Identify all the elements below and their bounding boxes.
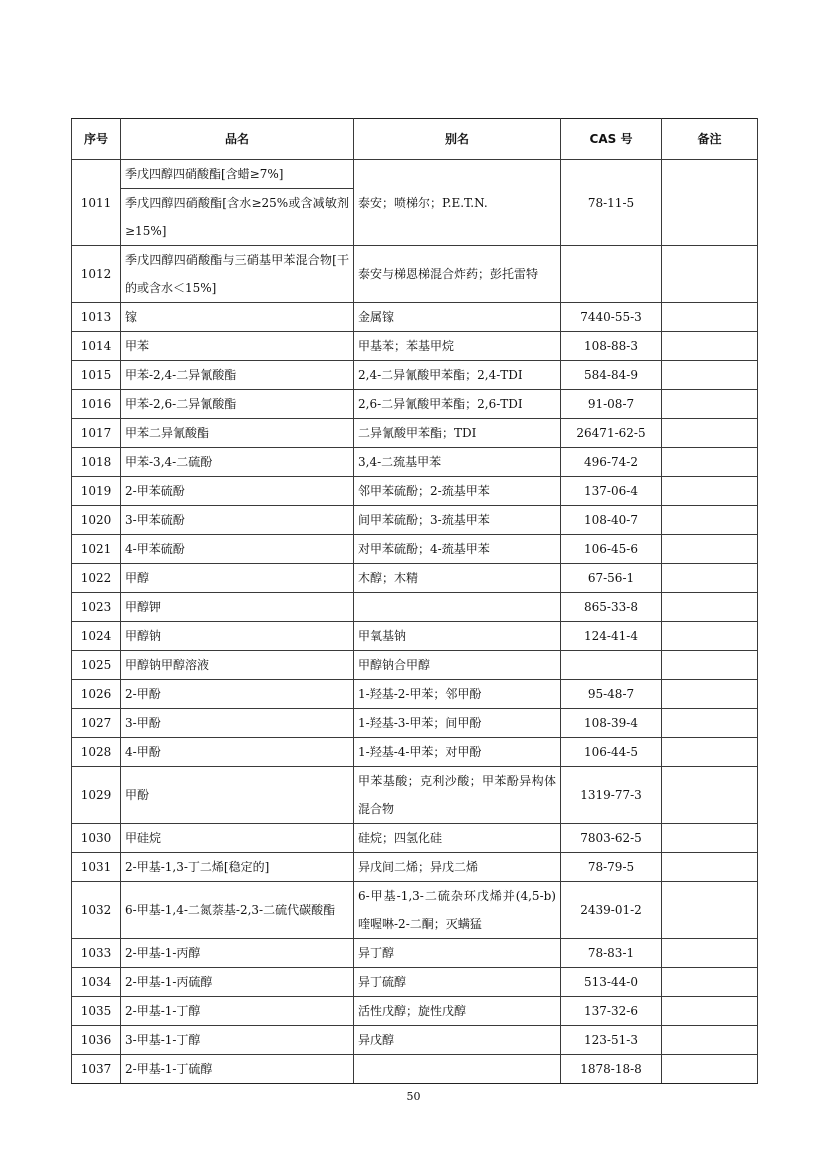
row-alias: 泰安；喷梯尔；P.E.T.N. [354, 160, 561, 246]
header-seq: 序号 [72, 119, 121, 160]
row-name: 2-甲基-1,3-丁二烯[稳定的] [121, 853, 354, 882]
row-seq: 1013 [72, 303, 121, 332]
header-alias: 别名 [354, 119, 561, 160]
row-cas: 123-51-3 [561, 1026, 662, 1055]
row-cas: 95-48-7 [561, 680, 662, 709]
table-row [72, 361, 758, 390]
row-seq: 1029 [72, 767, 121, 824]
row-seq: 1019 [72, 477, 121, 506]
row-alias: 甲苯基酸；克利沙酸；甲苯酚异构体混合物 [354, 767, 561, 824]
table-row [72, 853, 758, 882]
row-name: 甲苯二异氰酸酯 [121, 419, 354, 448]
row-alias: 二异氰酸甲苯酯；TDI [354, 419, 561, 448]
row-note [662, 477, 758, 506]
row-name: 4-甲苯硫酚 [121, 535, 354, 564]
row-alias [354, 593, 561, 622]
row-alias: 木醇；木精 [354, 564, 561, 593]
row-note [662, 246, 758, 303]
row-cas: 108-88-3 [561, 332, 662, 361]
row-seq: 1036 [72, 1026, 121, 1055]
row-note [662, 997, 758, 1026]
row-seq: 1026 [72, 680, 121, 709]
row-note [662, 651, 758, 680]
row-cas: 108-40-7 [561, 506, 662, 535]
table-row [72, 564, 758, 593]
row-name: 甲醇钠甲醇溶液 [121, 651, 354, 680]
row-seq: 1030 [72, 824, 121, 853]
row-seq: 1037 [72, 1055, 121, 1084]
row-cas: 78-79-5 [561, 853, 662, 882]
row-name: 3-甲酚 [121, 709, 354, 738]
row-note [662, 160, 758, 246]
header-cas: CAS 号 [561, 119, 662, 160]
row-note [662, 332, 758, 361]
row-name: 甲醇钾 [121, 593, 354, 622]
row-note [662, 303, 758, 332]
row-note [662, 419, 758, 448]
row-seq: 1015 [72, 361, 121, 390]
row-seq: 1028 [72, 738, 121, 767]
page-number: 50 [406, 1090, 421, 1103]
row-alias: 金属镓 [354, 303, 561, 332]
table-row [72, 1055, 758, 1084]
row-cas: 106-44-5 [561, 738, 662, 767]
row-alias: 甲基苯；苯基甲烷 [354, 332, 561, 361]
row-alias: 异丁硫醇 [354, 968, 561, 997]
row-note [662, 593, 758, 622]
table-body [72, 160, 758, 1084]
row-cas: 124-41-4 [561, 622, 662, 651]
row-name: 季戊四醇四硝酸酯[含蜡≥7%] [121, 160, 354, 189]
row-name: 6-甲基-1,4-二氮萘基-2,3-二硫代碳酸酯 [121, 882, 354, 939]
row-alias: 1-羟基-3-甲苯；间甲酚 [354, 709, 561, 738]
row-name: 甲硅烷 [121, 824, 354, 853]
row-alias: 2,6-二异氰酸甲苯酯；2,6-TDI [354, 390, 561, 419]
row-alias: 对甲苯硫酚；4-巯基甲苯 [354, 535, 561, 564]
header-note: 备注 [662, 119, 758, 160]
row-alias: 2,4-二异氰酸甲苯酯；2,4-TDI [354, 361, 561, 390]
row-name: 甲苯-3,4-二硫酚 [121, 448, 354, 477]
table-row [72, 419, 758, 448]
row-name: 甲苯-2,6-二异氰酸酯 [121, 390, 354, 419]
row-alias: 6-甲基-1,3-二硫杂环戊烯并(4,5-b)喹喔啉-2-二酮；灭螨猛 [354, 882, 561, 939]
row-cas: 1319-77-3 [561, 767, 662, 824]
row-name: 3-甲苯硫酚 [121, 506, 354, 535]
row-note [662, 767, 758, 824]
row-note [662, 506, 758, 535]
table-row [72, 246, 758, 303]
row-seq: 1011 [72, 160, 121, 246]
table-row [72, 448, 758, 477]
table-row [72, 738, 758, 767]
table-row [72, 1026, 758, 1055]
row-seq: 1027 [72, 709, 121, 738]
row-alias: 3,4-二巯基甲苯 [354, 448, 561, 477]
row-cas [561, 651, 662, 680]
row-name: 2-甲基-1-丁醇 [121, 997, 354, 1026]
row-cas: 26471-62-5 [561, 419, 662, 448]
row-alias: 异戊醇 [354, 1026, 561, 1055]
table-row [72, 939, 758, 968]
row-cas: 513-44-0 [561, 968, 662, 997]
table-row [72, 767, 758, 824]
row-seq: 1024 [72, 622, 121, 651]
table-row [72, 535, 758, 564]
row-alias: 硅烷；四氢化硅 [354, 824, 561, 853]
row-cas: 78-83-1 [561, 939, 662, 968]
row-name: 甲醇钠 [121, 622, 354, 651]
table-header-row [72, 119, 758, 160]
table-row [72, 622, 758, 651]
table-row [72, 160, 758, 189]
row-cas: 67-56-1 [561, 564, 662, 593]
table-row [72, 332, 758, 361]
row-alias: 异丁醇 [354, 939, 561, 968]
row-note [662, 824, 758, 853]
row-seq: 1017 [72, 419, 121, 448]
row-alias: 甲氧基钠 [354, 622, 561, 651]
row-cas: 584-84-9 [561, 361, 662, 390]
row-name: 季戊四醇四硝酸酯与三硝基甲苯混合物[干的或含水＜15%] [121, 246, 354, 303]
row-note [662, 1026, 758, 1055]
row-cas: 865-33-8 [561, 593, 662, 622]
row-seq: 1034 [72, 968, 121, 997]
table-row [72, 390, 758, 419]
row-seq: 1025 [72, 651, 121, 680]
row-note [662, 709, 758, 738]
row-cas: 1878-18-8 [561, 1055, 662, 1084]
table-row [72, 997, 758, 1026]
row-note [662, 853, 758, 882]
row-note [662, 1055, 758, 1084]
row-seq: 1022 [72, 564, 121, 593]
row-note [662, 564, 758, 593]
row-seq: 1012 [72, 246, 121, 303]
row-note [662, 390, 758, 419]
row-seq: 1016 [72, 390, 121, 419]
row-note [662, 361, 758, 390]
row-name: 季戊四醇四硝酸酯[含水≥25%或含减敏剂≥15%] [121, 189, 354, 246]
row-alias: 异戊间二烯；异戊二烯 [354, 853, 561, 882]
row-name: 4-甲酚 [121, 738, 354, 767]
row-alias: 1-羟基-2-甲苯；邻甲酚 [354, 680, 561, 709]
table-row [72, 709, 758, 738]
row-cas: 78-11-5 [561, 160, 662, 246]
row-name: 甲醇 [121, 564, 354, 593]
table-row [72, 506, 758, 535]
row-alias: 1-羟基-4-甲苯；对甲酚 [354, 738, 561, 767]
row-note [662, 680, 758, 709]
row-alias [354, 1055, 561, 1084]
row-seq: 1018 [72, 448, 121, 477]
row-seq: 1035 [72, 997, 121, 1026]
row-seq: 1021 [72, 535, 121, 564]
row-alias: 间甲苯硫酚；3-巯基甲苯 [354, 506, 561, 535]
row-cas: 137-06-4 [561, 477, 662, 506]
row-name: 2-甲苯硫酚 [121, 477, 354, 506]
row-alias: 甲醇钠合甲醇 [354, 651, 561, 680]
row-cas: 7803-62-5 [561, 824, 662, 853]
row-cas: 137-32-6 [561, 997, 662, 1026]
row-seq: 1032 [72, 882, 121, 939]
row-seq: 1020 [72, 506, 121, 535]
row-cas: 108-39-4 [561, 709, 662, 738]
row-name: 甲苯 [121, 332, 354, 361]
row-alias: 活性戊醇；旋性戊醇 [354, 997, 561, 1026]
row-note [662, 882, 758, 939]
row-seq: 1031 [72, 853, 121, 882]
table-row [72, 477, 758, 506]
row-cas: 7440-55-3 [561, 303, 662, 332]
row-note [662, 738, 758, 767]
row-note [662, 968, 758, 997]
row-name: 镓 [121, 303, 354, 332]
row-note [662, 535, 758, 564]
row-seq: 1014 [72, 332, 121, 361]
row-note [662, 939, 758, 968]
table-row [72, 824, 758, 853]
table-row [72, 968, 758, 997]
table-row [72, 882, 758, 939]
row-alias: 泰安与梯恩梯混合炸药；彭托雷特 [354, 246, 561, 303]
table-row [72, 680, 758, 709]
row-note [662, 622, 758, 651]
row-name: 甲苯-2,4-二异氰酸酯 [121, 361, 354, 390]
chemical-table [71, 118, 758, 1084]
row-note [662, 448, 758, 477]
row-name: 2-甲基-1-丙醇 [121, 939, 354, 968]
row-cas: 496-74-2 [561, 448, 662, 477]
row-seq: 1033 [72, 939, 121, 968]
row-name: 2-甲酚 [121, 680, 354, 709]
row-seq: 1023 [72, 593, 121, 622]
row-name: 2-甲基-1-丙硫醇 [121, 968, 354, 997]
row-alias: 邻甲苯硫酚；2-巯基甲苯 [354, 477, 561, 506]
row-cas [561, 246, 662, 303]
row-name: 3-甲基-1-丁醇 [121, 1026, 354, 1055]
table-row [72, 593, 758, 622]
row-cas: 106-45-6 [561, 535, 662, 564]
header-name: 品名 [121, 119, 354, 160]
row-cas: 91-08-7 [561, 390, 662, 419]
row-cas: 2439-01-2 [561, 882, 662, 939]
table-row [72, 303, 758, 332]
row-name: 2-甲基-1-丁硫醇 [121, 1055, 354, 1084]
table-row [72, 651, 758, 680]
row-name: 甲酚 [121, 767, 354, 824]
